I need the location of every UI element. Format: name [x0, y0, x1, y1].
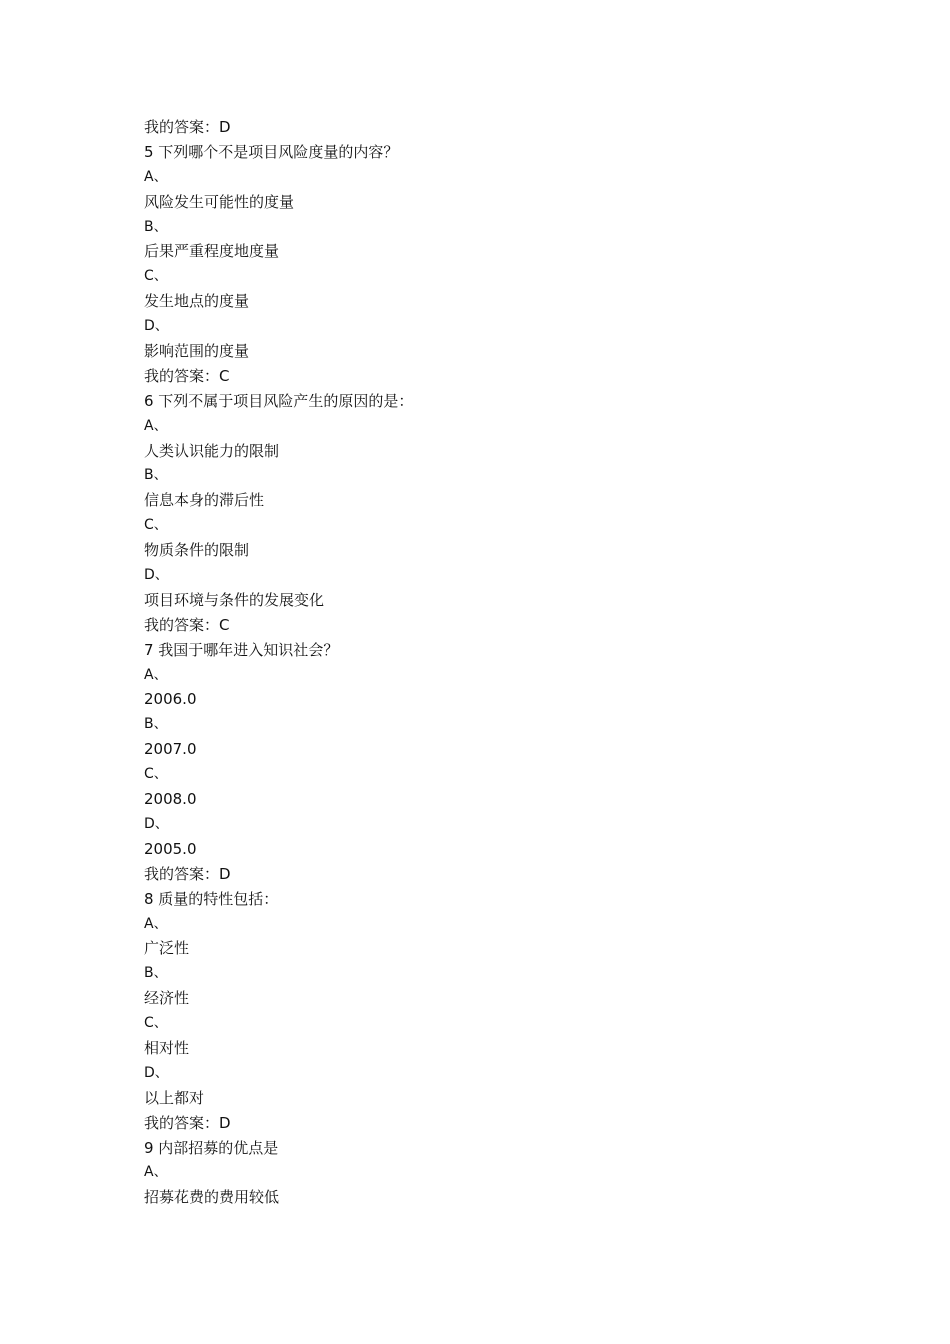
- answer-line: 我的答案：C: [144, 366, 230, 385]
- question-line: 9 内部招募的优点是: [144, 1138, 279, 1157]
- option-letter: B、: [144, 965, 168, 982]
- option-letter: C、: [144, 766, 168, 783]
- answer-line: 我的答案：D: [144, 1113, 231, 1132]
- option-text: 相对性: [144, 1038, 190, 1057]
- option-text: 经济性: [144, 989, 190, 1008]
- option-text: 广泛性: [144, 939, 190, 958]
- question-line: 8 质量的特性包括：: [144, 889, 279, 908]
- option-text: 信息本身的滞后性: [144, 491, 265, 510]
- question-line: 6 下列不属于项目风险产生的原因的是：: [144, 391, 414, 410]
- answer-line: 我的答案：D: [144, 864, 231, 883]
- answer-line: 我的答案：C: [144, 615, 230, 634]
- option-letter: A、: [144, 666, 168, 683]
- option-letter: D、: [144, 1064, 169, 1081]
- option-text: 发生地点的度量: [144, 292, 250, 311]
- quiz-content: [144, 115, 844, 1210]
- answer-line: 我的答案：D: [144, 118, 231, 136]
- option-text: 招募花费的费用较低: [144, 1188, 280, 1207]
- option-letter: A、: [144, 168, 168, 185]
- option-letter: B、: [144, 218, 168, 235]
- option-text: 后果严重程度地度量: [144, 242, 280, 261]
- option-letter: A、: [144, 1164, 168, 1181]
- option-letter: C、: [144, 1015, 168, 1032]
- option-text: 人类认识能力的限制: [144, 441, 280, 460]
- option-text: 2006.0: [144, 690, 197, 709]
- option-text: 2008.0: [144, 790, 197, 809]
- option-letter: D、: [144, 815, 169, 832]
- option-letter: D、: [144, 318, 169, 335]
- option-letter: A、: [144, 417, 168, 434]
- option-text: 项目环境与条件的发展变化: [144, 590, 325, 609]
- option-text: 以上都对: [144, 1088, 205, 1107]
- option-text: 物质条件的限制: [144, 541, 250, 560]
- option-letter: D、: [144, 567, 169, 584]
- option-text: 风险发生可能性的度量: [144, 192, 295, 211]
- option-letter: B、: [144, 716, 168, 733]
- option-letter: C、: [144, 268, 168, 285]
- question-line: 7 我国于哪年进入知识社会？: [144, 640, 339, 659]
- option-text: 影响范围的度量: [144, 342, 250, 361]
- option-letter: C、: [144, 517, 168, 534]
- option-text: 2007.0: [144, 740, 197, 759]
- question-line: 5 下列哪个不是项目风险度量的内容？: [144, 142, 399, 161]
- option-text: 2005.0: [144, 839, 197, 858]
- option-letter: B、: [144, 467, 168, 484]
- option-letter: A、: [144, 915, 168, 932]
